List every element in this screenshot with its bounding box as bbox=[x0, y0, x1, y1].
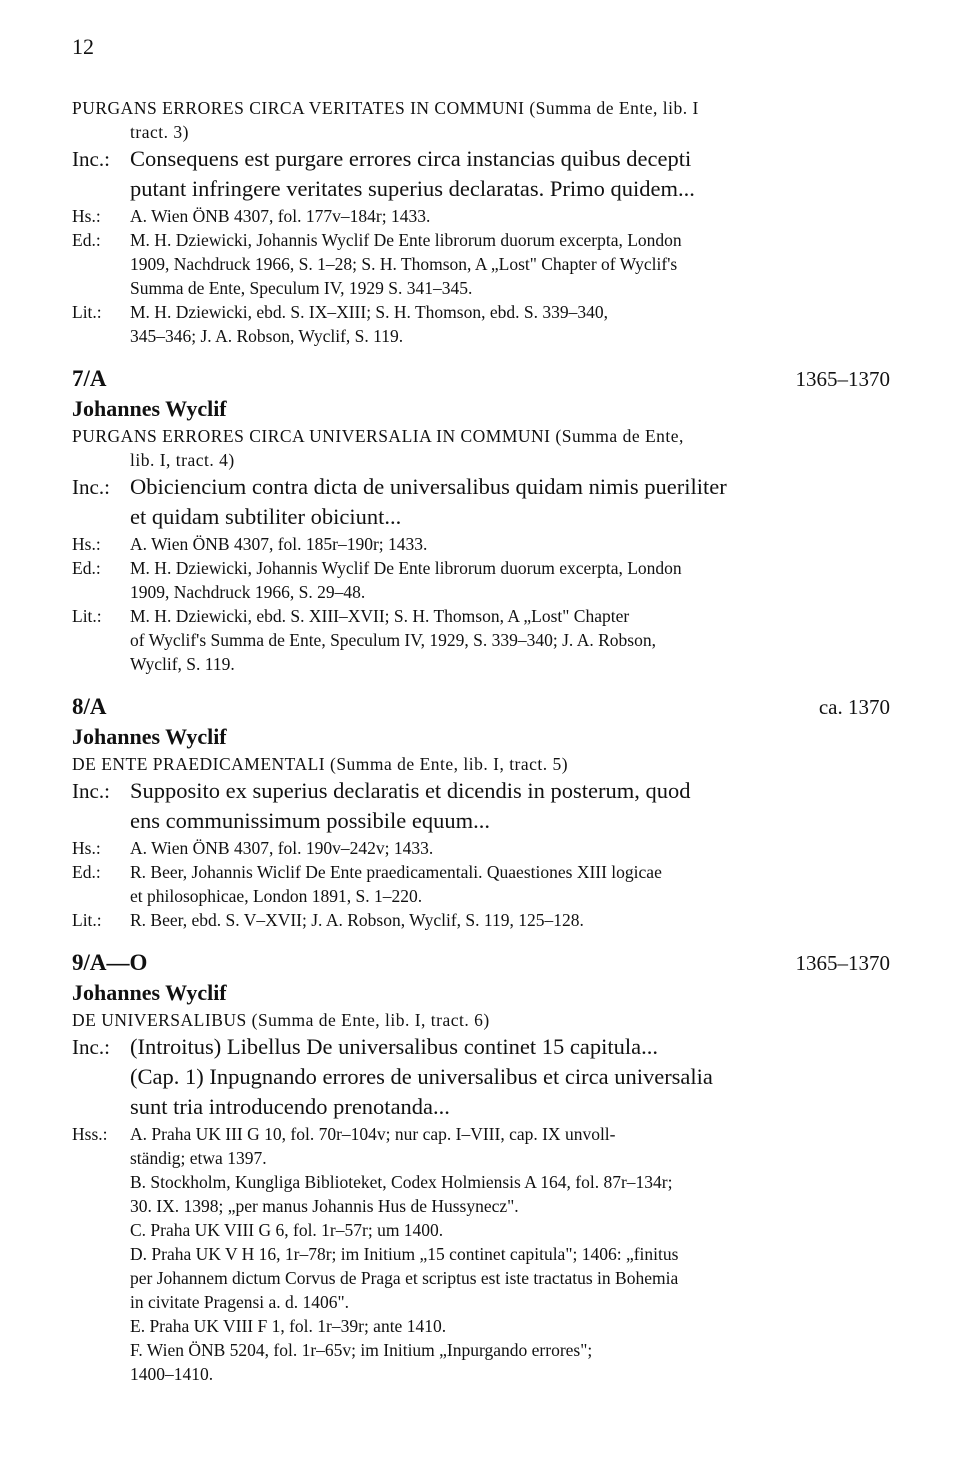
manuscript-line: E. Praha UK VIII F 1, fol. 1r–39r; ante 1410. bbox=[130, 1316, 447, 1336]
manuscript-line: 1400–1410. bbox=[130, 1364, 214, 1384]
incipit-line: Consequens est purgare errores circa instancias quibus decepti bbox=[130, 146, 692, 171]
edition-line: M. H. Dziewicki, Johannis Wyclif De Ente librorum duorum excerpta, London bbox=[130, 558, 682, 578]
work-title-line: PURGANS ERRORES CIRCA VERITATES IN COMMUNI (Summa de Ente, lib. I bbox=[72, 98, 699, 118]
catalog-entry bbox=[72, 948, 890, 1386]
work-title-line: tract. 3) bbox=[130, 122, 189, 142]
incipit-line: et quidam subtiliter obiciunt... bbox=[130, 504, 402, 529]
incipit-line: ens communissimum possibile equum... bbox=[130, 808, 490, 833]
manuscript-line: F. Wien ÖNB 5204, fol. 1r–65v; im Initium „Inpurgando errores"; bbox=[130, 1340, 593, 1360]
entry-header bbox=[72, 692, 890, 722]
entry-date: 1365–1370 bbox=[795, 951, 890, 975]
manuscript-row bbox=[72, 204, 890, 228]
entry-date: 1365–1370 bbox=[795, 367, 890, 391]
edition-row bbox=[72, 556, 890, 604]
literature-line: R. Beer, ebd. S. V–XVII; J. A. Robson, Wyclif, S. 119, 125–128. bbox=[130, 910, 584, 930]
work-title-line: DE UNIVERSALIBUS (Summa de Ente, lib. I, tract. 6) bbox=[72, 1010, 490, 1030]
incipit-line: (Introitus) Libellus De universalibus continet 15 capitula... bbox=[130, 1034, 659, 1059]
incipit-row bbox=[72, 776, 890, 836]
edition-label: Ed.: bbox=[72, 862, 101, 882]
edition-line: M. H. Dziewicki, Johannis Wyclif De Ente librorum duorum excerpta, London bbox=[130, 230, 682, 250]
entry-header bbox=[72, 948, 890, 978]
edition-line: Summa de Ente, Speculum IV, 1929 S. 341–345. bbox=[130, 278, 473, 298]
incipit-label: Inc.: bbox=[72, 1035, 110, 1059]
literature-line: of Wyclif's Summa de Ente, Speculum IV, 1929, S. 339–340; J. A. Robson, bbox=[130, 630, 656, 650]
edition-line: 1909, Nachdruck 1966, S. 1–28; S. H. Thomson, A „Lost" Chapter of Wyclif's bbox=[130, 254, 678, 274]
catalog-entry bbox=[72, 692, 890, 932]
manuscript-label: Hs.: bbox=[72, 206, 101, 226]
literature-line: M. H. Dziewicki, ebd. S. XIII–XVII; S. H. Thomson, A „Lost" Chapter bbox=[130, 606, 630, 626]
manuscript-line: C. Praha UK VIII G 6, fol. 1r–57r; um 1400. bbox=[130, 1220, 444, 1240]
incipit-line: putant infringere veritates superius declaratas. Primo quidem... bbox=[130, 176, 695, 201]
work-title bbox=[72, 96, 890, 144]
page-number: 12 bbox=[72, 34, 94, 59]
literature-label: Lit.: bbox=[72, 606, 102, 626]
entry-id: 8/A bbox=[72, 694, 107, 719]
literature-label: Lit.: bbox=[72, 910, 102, 930]
manuscript-line: A. Wien ÖNB 4307, fol. 185r–190r; 1433. bbox=[130, 534, 428, 554]
work-title-line: PURGANS ERRORES CIRCA UNIVERSALIA IN COMMUNI (Summa de Ente, bbox=[72, 426, 684, 446]
entry-id: 7/A bbox=[72, 366, 107, 391]
entry-author: Johannes Wyclif bbox=[72, 724, 227, 749]
literature-line: 345–346; J. A. Robson, Wyclif, S. 119. bbox=[130, 326, 404, 346]
manuscript-row bbox=[72, 836, 890, 860]
incipit-line: Supposito ex superius declaratis et dicendis in posterum, quod bbox=[130, 778, 691, 803]
literature-row bbox=[72, 300, 890, 348]
incipit-line: Obiciencium contra dicta de universalibus quidam nimis pueriliter bbox=[130, 474, 727, 499]
edition-line: 1909, Nachdruck 1966, S. 29–48. bbox=[130, 582, 366, 602]
incipit-row bbox=[72, 1032, 890, 1122]
work-title bbox=[72, 752, 890, 776]
work-title-line: lib. I, tract. 4) bbox=[130, 450, 235, 470]
literature-row bbox=[72, 908, 890, 932]
work-title bbox=[72, 424, 890, 472]
manuscripts-row bbox=[72, 1122, 890, 1386]
incipit-label: Inc.: bbox=[72, 779, 110, 803]
page-content bbox=[72, 96, 890, 1386]
manuscript-line: 30. IX. 1398; „per manus Johannis Hus de Hussynecz". bbox=[130, 1196, 519, 1216]
catalog-entry bbox=[72, 364, 890, 676]
manuscript-line: ständig; etwa 1397. bbox=[130, 1148, 267, 1168]
incipit-label: Inc.: bbox=[72, 147, 110, 171]
entry-author: Johannes Wyclif bbox=[72, 980, 227, 1005]
entry-header bbox=[72, 364, 890, 394]
literature-line: M. H. Dziewicki, ebd. S. IX–XIII; S. H. Thomson, ebd. S. 339–340, bbox=[130, 302, 608, 322]
entry-author: Johannes Wyclif bbox=[72, 396, 227, 421]
edition-row bbox=[72, 860, 890, 908]
manuscript-line: A. Praha UK III G 10, fol. 70r–104v; nur cap. I–VIII, cap. IX unvoll- bbox=[130, 1124, 616, 1144]
incipit-line: (Cap. 1) Inpugnando errores de universalibus et circa universalia bbox=[130, 1064, 713, 1089]
edition-line: R. Beer, Johannis Wiclif De Ente praedicamentali. Quaestiones XIII logicae bbox=[130, 862, 662, 882]
literature-label: Lit.: bbox=[72, 302, 102, 322]
edition-label: Ed.: bbox=[72, 230, 101, 250]
manuscript-line: A. Wien ÖNB 4307, fol. 190v–242v; 1433. bbox=[130, 838, 434, 858]
entry-continuation bbox=[72, 96, 890, 348]
literature-row bbox=[72, 604, 890, 676]
incipit-line: sunt tria introducendo prenotanda... bbox=[130, 1094, 450, 1119]
entry-id: 9/A—O bbox=[72, 950, 148, 975]
manuscript-line: per Johannem dictum Corvus de Praga et scriptus est iste tractatus in Bohemia bbox=[130, 1268, 679, 1288]
work-title bbox=[72, 1008, 890, 1032]
manuscripts-label: Hss.: bbox=[72, 1124, 108, 1144]
incipit-row bbox=[72, 472, 890, 532]
work-title-line: DE ENTE PRAEDICAMENTALI (Summa de Ente, lib. I, tract. 5) bbox=[72, 754, 569, 774]
edition-label: Ed.: bbox=[72, 558, 101, 578]
manuscript-label: Hs.: bbox=[72, 838, 101, 858]
manuscript-label: Hs.: bbox=[72, 534, 101, 554]
manuscript-line: B. Stockholm, Kungliga Biblioteket, Codex Holmiensis A 164, fol. 87r–134r; bbox=[130, 1172, 673, 1192]
incipit-row bbox=[72, 144, 890, 204]
edition-row bbox=[72, 228, 890, 300]
incipit-label: Inc.: bbox=[72, 475, 110, 499]
manuscript-row bbox=[72, 532, 890, 556]
entry-date: ca. 1370 bbox=[818, 695, 890, 719]
manuscript-line: in civitate Pragensi a. d. 1406". bbox=[130, 1292, 350, 1312]
literature-line: Wyclif, S. 119. bbox=[130, 654, 235, 674]
manuscript-line: D. Praha UK V H 16, 1r–78r; im Initium „15 continet capitula"; 1406: „finitus bbox=[130, 1244, 679, 1264]
edition-line: et philosophicae, London 1891, S. 1–220. bbox=[130, 886, 423, 906]
manuscript-line: A. Wien ÖNB 4307, fol. 177v–184r; 1433. bbox=[130, 206, 431, 226]
